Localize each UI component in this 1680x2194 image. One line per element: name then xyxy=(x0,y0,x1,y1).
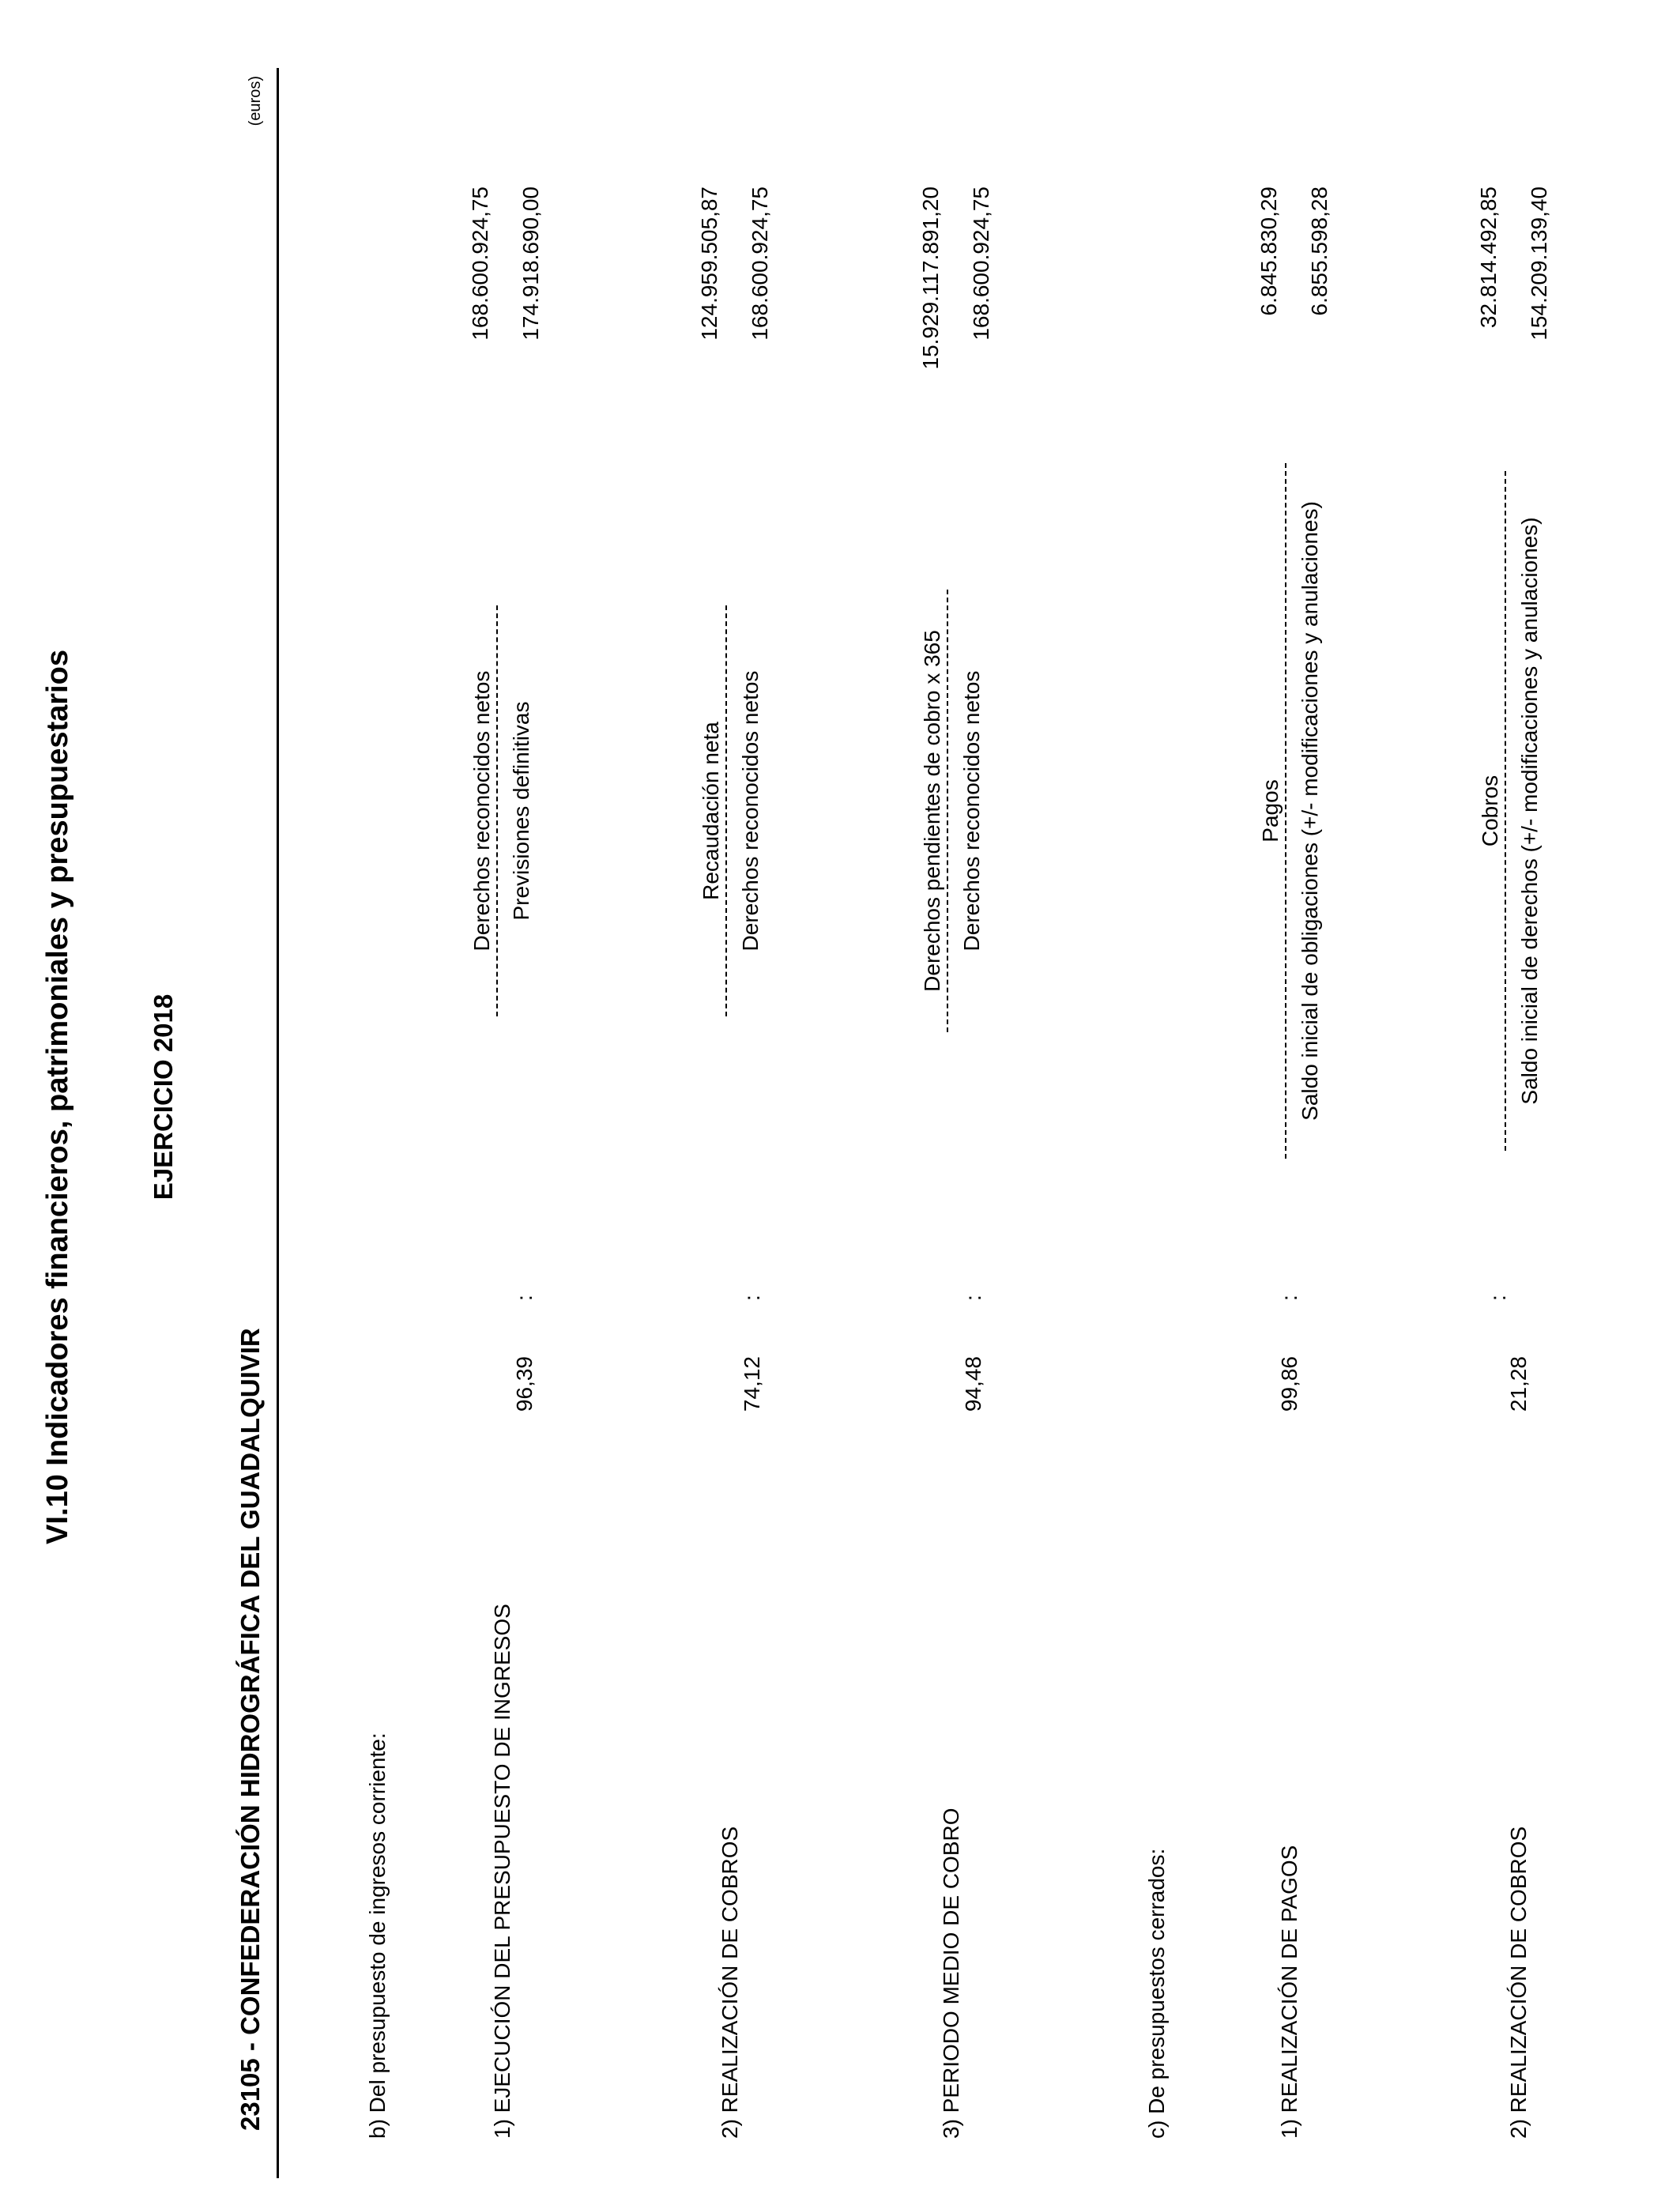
numerator-amount: 32.814.492,85 xyxy=(1476,187,1501,329)
formula-denominator: Saldo inicial de obligaciones (+/- modificaciones y anulaciones) xyxy=(1298,501,1322,1121)
indicator-name: 2) REALIZACIÓN DE COBROS xyxy=(1506,1826,1531,2139)
currency-unit: (euros) xyxy=(247,76,264,126)
indicator-name: 3) PERIODO MEDIO DE COBRO xyxy=(939,1808,963,2139)
indicator-colon: : xyxy=(1486,1295,1510,1301)
indicator-colon: : xyxy=(740,1295,764,1301)
indicator-value: 96,39 xyxy=(512,1356,537,1412)
formula-numerator: Derechos reconocidos netos xyxy=(469,670,494,952)
fraction-bar xyxy=(947,590,948,1032)
numerator-amount: 15.929.117.891,20 xyxy=(918,187,943,370)
indicator-value: 99,86 xyxy=(1277,1356,1301,1412)
indicator-value: 94,48 xyxy=(961,1356,985,1412)
page-title: VI.10 Indicadores financieros, patrimoniales y presupuestarios xyxy=(41,650,74,1544)
numerator-amount: 6.845.830,29 xyxy=(1256,187,1281,316)
denominator-amount: 168.600.924,75 xyxy=(969,187,993,341)
fraction-bar xyxy=(1505,471,1506,1151)
denominator-amount: 174.918.690,00 xyxy=(518,187,543,341)
fraction-bar xyxy=(496,605,498,1016)
numerator-amount: 168.600.924,75 xyxy=(468,187,492,341)
formula-denominator: Derechos reconocidos netos xyxy=(738,670,763,952)
denominator-amount: 154.209.139,40 xyxy=(1527,187,1551,341)
formula-numerator: Pagos xyxy=(1258,779,1283,843)
indicator-colon: : xyxy=(512,1295,537,1301)
section-b-title: b) Del presupuesto de ingresos corriente: xyxy=(365,1732,390,2139)
fiscal-year-heading: EJERCICIO 2018 xyxy=(149,993,178,1201)
numerator-amount: 124.959.505,87 xyxy=(697,187,721,341)
formula-denominator: Previsiones definitivas xyxy=(509,701,533,921)
formula-numerator: Derechos pendientes de cobro x 365 xyxy=(920,630,944,992)
formula-denominator: Saldo inicial de derechos (+/- modificaciones y anulaciones) xyxy=(1517,517,1542,1105)
formula-numerator: Recaudación neta xyxy=(699,722,723,900)
denominator-amount: 168.600.924,75 xyxy=(748,187,772,341)
fraction-bar xyxy=(725,605,727,1016)
section-c-title: c) De presupuestos cerrados: xyxy=(1144,1848,1169,2139)
indicator-colon: : xyxy=(1277,1295,1301,1301)
indicator-name: 1) REALIZACIÓN DE PAGOS xyxy=(1277,1845,1301,2139)
indicator-value: 21,28 xyxy=(1506,1356,1531,1412)
fraction-bar xyxy=(1285,463,1286,1159)
denominator-amount: 6.855.598,28 xyxy=(1307,187,1332,316)
indicator-colon: : xyxy=(961,1295,985,1301)
indicator-name: 2) REALIZACIÓN DE COBROS xyxy=(718,1826,742,2139)
organization-name: 23105 - CONFEDERACIÓN HIDROGRÁFICA DEL GUADALQUIVIR xyxy=(235,1328,265,2131)
indicator-value: 74,12 xyxy=(740,1356,764,1412)
header-rule xyxy=(277,68,279,2178)
formula-denominator: Derechos reconocidos netos xyxy=(959,670,984,952)
indicator-name: 1) EJECUCIÓN DEL PRESUPUESTO DE INGRESOS xyxy=(490,1604,514,2139)
formula-numerator: Cobros xyxy=(1478,775,1502,847)
